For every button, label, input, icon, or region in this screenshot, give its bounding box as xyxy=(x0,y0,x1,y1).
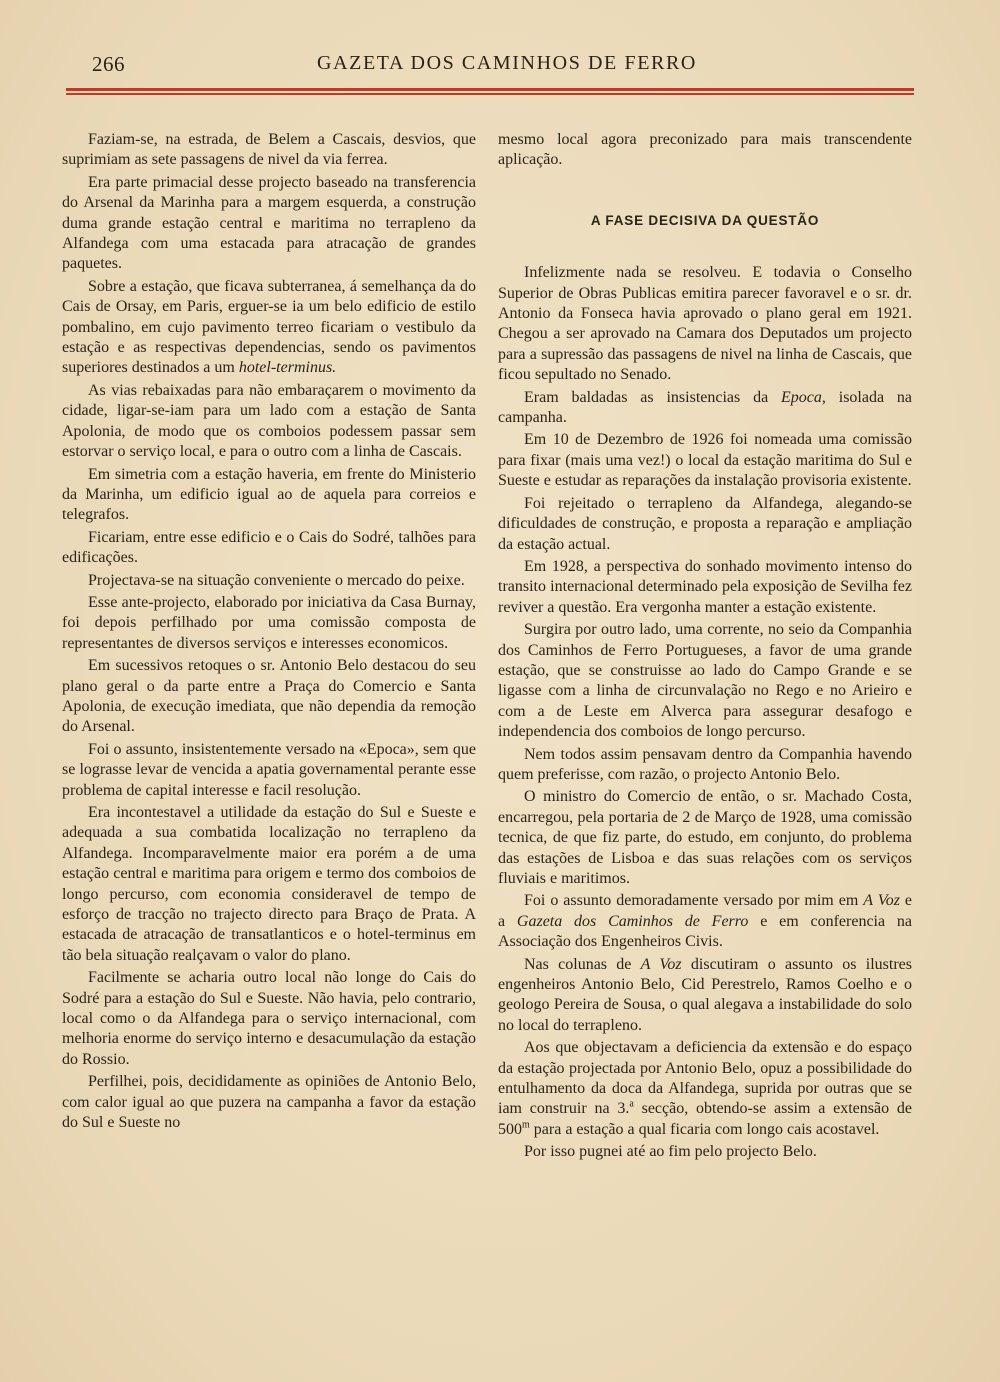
paragraph: O ministro do Comercio de então, o sr. Machado Costa, encarregou, pela portaria de 2 de Março de 1928, uma comissão tecnica, de que fiz parte, do estudo, em conjunto, do problema das estações de Lisboa e das suas relações com os serviços fluviais e maritimos. xyxy=(498,788,912,887)
page-header xyxy=(64,50,914,84)
italic-text: Epoca xyxy=(781,388,822,406)
paragraph: Esse ante-projecto, elaborado por iniciativa da Casa Burnay, foi depois perfilhado por uma comissão composta de representantes de diversos serviços e interesses economicos. xyxy=(62,593,476,652)
paragraph: Foi rejeitado o terrapleno da Alfandega, alegando-se dificuldades de construção, e proposta a reparação e ampliação da estação actual. xyxy=(498,494,912,553)
italic-text: A Voz xyxy=(863,892,900,910)
section-heading: A FASE DECISIVA DA QUESTÃO xyxy=(590,212,820,228)
paragraph-continued: mesmo local agora preconizado para mais transcendente aplicação. xyxy=(498,131,912,169)
paragraph: Infelizmente nada se resolveu. E todavia o Conselho Superior de Obras Publicas emitira parecer favoravel e o sr. dr. Antonio da Fonseca havia aprovado o plano geral em 1921. Chegou a ser aprovado na Camara dos Deputados um projecto para a supressão das passagens de nivel na linha de Cascais, que ficou sepultado no Senado. xyxy=(498,264,912,384)
paragraph: Eram baldadas as insistencias da Epoca, isolada na campanha. xyxy=(498,388,913,427)
superscript: a xyxy=(629,1099,634,1111)
paragraph: Sobre a estação, que ficava subterranea, á semelhança da do Cais de Orsay, em Paris, erguer-se ia um belo edificio de estilo pombalino, em cujo pavimento terreo ficariam o vestibulo da estação e as respectivas dependencias, sendo os pavimentos superiores destinados a um hotel-terminus. xyxy=(62,277,476,377)
paragraph: Por isso pugnei até ao fim pelo projecto Belo. xyxy=(524,1143,817,1161)
left-column xyxy=(62,130,476,1136)
paragraph: Em 1928, a perspectiva do sonhado movimento intenso do transito internacional determinado pela exposição de Sevilha fez reviver a questão. Era vergonha manter a estação existente. xyxy=(498,557,912,616)
right-column xyxy=(498,130,912,1165)
paragraph: Ficariam, entre esse edificio e o Cais do Sodré, talhões para edificações. xyxy=(62,528,476,567)
paragraph: Perfilhei, pois, decididamente as opiniões de Antonio Belo, com calor igual ao que puzera na campanha a favor da estação do Sul e Sueste no xyxy=(62,1073,476,1132)
header-rule-thick xyxy=(66,88,914,91)
paragraph: Surgira por outro lado, uma corrente, no seio da Companhia dos Caminhos de Ferro Portugueses, a favor de uma grande estação, que se construisse ao lado do Campo Grande e se ligasse com a linha de circunvalação no Rego e no Arieiro e com a de Leste em Alverca para assegurar desafogo e independencia dos comboios de longo percurso. xyxy=(498,621,912,741)
paragraph: Aos que objectavam a deficiencia da extensão e do espaço da estação projectada por Antonio Belo, opuz a possibilidade do entulhamento da doca da Alfandega, suprida por outras que se iam construir na 3.$^a$ secção, obtendo-se assim a extensão de 500$^m$ para a estação a qual ficaria com longo cais acostavel. xyxy=(498,1039,912,1138)
paragraph: Foi o assunto demoradamente versado por mim em A Voz e a Gazeta dos Caminhos de Ferro e em conferencia na Associação dos Engenheiros Civis. xyxy=(498,892,912,951)
paragraph: Era parte primacial desse projecto baseado na transferencia do Arsenal da Marinha para a margem esquerda, a construção duma grande estação central e maritima no terrapleno da Alfandega com uma estacada para atracação de grandes paquetes. xyxy=(62,173,476,273)
paragraph: Foi o assunto, insistentemente versado na «Epoca», sem que se lograsse levar de vencida a apatia governamental perante esse problema de capital interesse e facil resolução. xyxy=(62,740,476,799)
paragraph: As vias rebaixadas para não embaraçarem o movimento da cidade, ligar-se-iam para um lado com a estação de Santa Apolonia, de modo que os comboios podessem passar sem estorvar o serviço local, e para o outro com a linha de Cascais. xyxy=(62,381,476,461)
italic-text: Gazeta dos Caminhos de Ferro xyxy=(516,912,749,930)
paragraph: Em 10 de Dezembro de 1926 foi nomeada uma comissão para fixar (mais uma vez!) o local da estação maritima do Sul e Sueste e estudar as reparações da instalação provisoria existente. xyxy=(498,431,912,490)
paragraph: Nas colunas de A Voz discutiram o assunto os ilustres engenheiros Antonio Belo, Cid Perestrelo, Ramos Coelho e o geologo Pereira de Sousa, o qual alegava a instabilidade do solo no local do terrapleno. xyxy=(498,955,912,1034)
paragraph: Em sucessivos retoques o sr. Antonio Belo destacou do seu plano geral o da parte entre a Praça do Comercio e Santa Apolonia, de execução imediata, que não dependia da remoção do Arsenal. xyxy=(62,657,476,736)
paragraph: Em simetria com a estação haveria, em frente do Ministerio da Marinha, um edificio igual ao de aquela para correios e telegrafos. xyxy=(62,465,476,524)
page-number: 266 xyxy=(92,52,125,76)
italic-text: A Voz xyxy=(640,955,682,973)
paragraph: Faziam-se, na estrada, de Belem a Cascais, desvios, que suprimiam as sete passagens de nivel da via ferrea. xyxy=(62,131,476,169)
paragraph: Nem todos assim pensavam dentro da Companhia havendo quem preferisse, com razão, o projecto Antonio Belo. xyxy=(498,745,912,783)
paragraph: Era incontestavel a utilidade da estação do Sul e Sueste e adequada a sua combatida localização no terrapleno da Alfandega. Incomparavelmente maior era porém a de uma estação central e maritima para origem e termo dos comboios de longo percurso, com economia consideravel de tempo de esforço de tracção no trajecto directo para Braço de Prata. A estacada de atracação de transatlanticos e o hotel-terminus em tão bela situação realçavam o valor do plano. xyxy=(62,804,476,964)
paragraph: Facilmente se acharia outro local não longe do Cais do Sodré para a estação do Sul e Sueste. Não havia, pelo contrario, local como o da Alfandega para o serviço internacional, com melhoria enorme do serviço interno e desacumulação da estação do Rossio. xyxy=(62,969,476,1068)
header-rule-thin xyxy=(66,93,914,95)
superscript: m xyxy=(522,1119,530,1131)
italic-text: hotel-terminus. xyxy=(238,359,337,377)
running-title: GAZETA DOS CAMINHOS DE FERRO xyxy=(317,52,697,74)
paragraph: Projectava-se na situação conveniente o mercado do peixe. xyxy=(88,571,465,589)
